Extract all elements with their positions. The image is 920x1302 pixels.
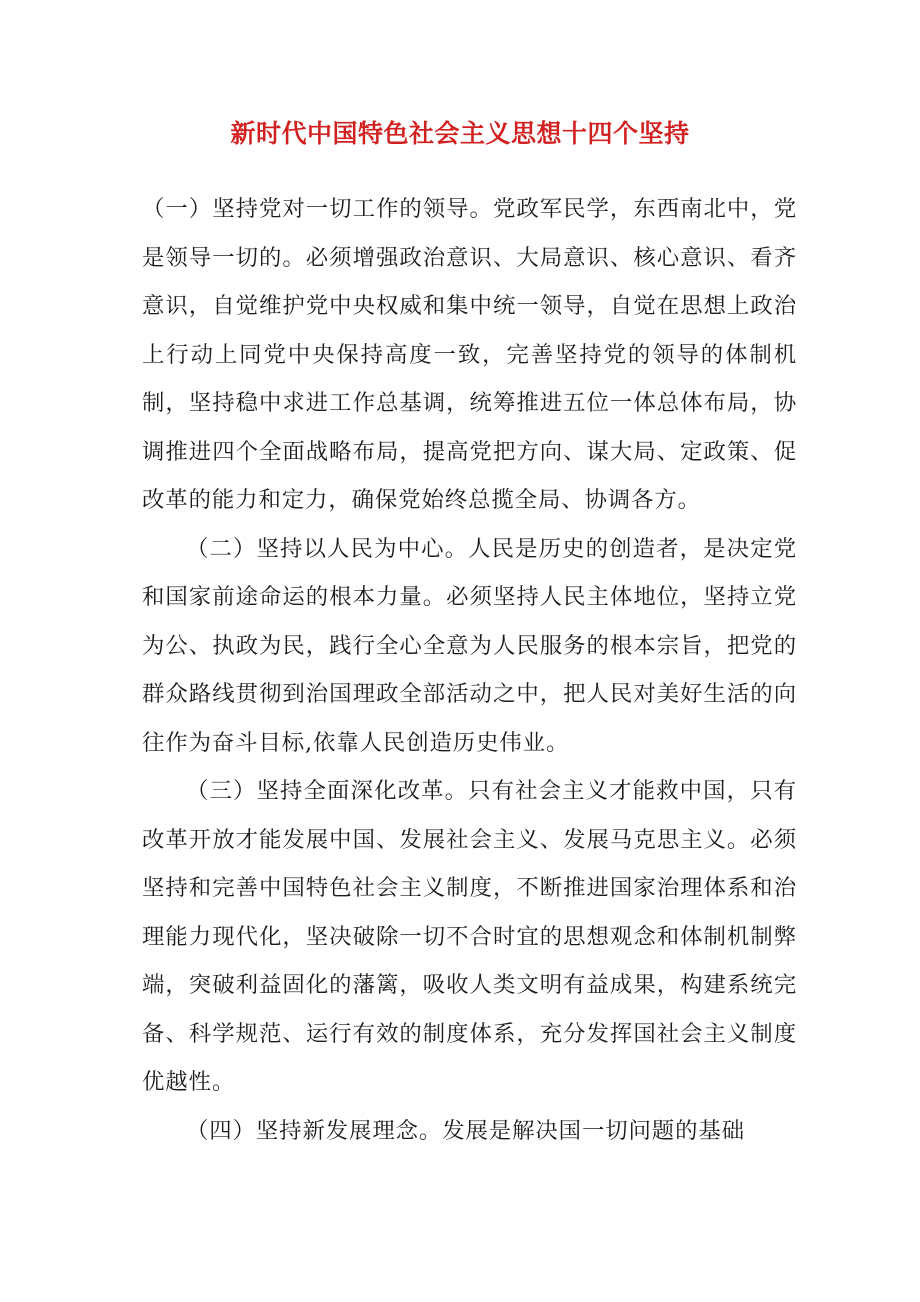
document-body [142, 185, 797, 1155]
paragraph-1: （一）坚持党对一切工作的领导。党政军民学，东西南北中，党是领导一切的。必须增强政治意识、大局意识、核心意识、看齐意识，自觉维护党中央权威和集中统一领导，自觉在思想上政治上行动上同党中央保持高度一致，完善坚持党的领导的体制机制，坚持稳中求进工作总基调，统筹推进五位一体总体布局，协调推进四个全面战略布局，提高党把方向、谋大局、定政策、促改革的能力和定力，确保党始终总揽全局、协调各方。 [142, 196, 797, 513]
document-title: 新时代中国特色社会主义思想十四个坚持 [230, 119, 690, 148]
paragraph-4: （四）坚持新发展理念。发展是解决国一切问题的基础 [186, 1117, 745, 1144]
paragraph-3: （三）坚持全面深化改革。只有社会主义才能救中国，只有改革开放才能发展中国、发展社会主义、发展马克思主义。必须坚持和完善中国特色社会主义制度，不断推进国家治理体系和治理能力现代化，坚决破除一切不合时宜的思想观念和体制机制弊端，突破利益固化的藩篱，吸收人类文明有益成果，构建系统完备、科学规范、运行有效的制度体系，充分发挥国社会主义制度优越性。 [142, 778, 797, 1095]
paragraph-2: （二）坚持以人民为中心。人民是历史的创造者，是决定党和国家前途命运的根本力量。必须坚持人民主体地位，坚持立党为公、执政为民，践行全心全意为人民服务的根本宗旨，把党的群众路线贯彻到治国理政全部活动之中，把人民对美好生活的向往作为奋斗目标,依靠人民创造历史伟业。 [142, 535, 797, 756]
